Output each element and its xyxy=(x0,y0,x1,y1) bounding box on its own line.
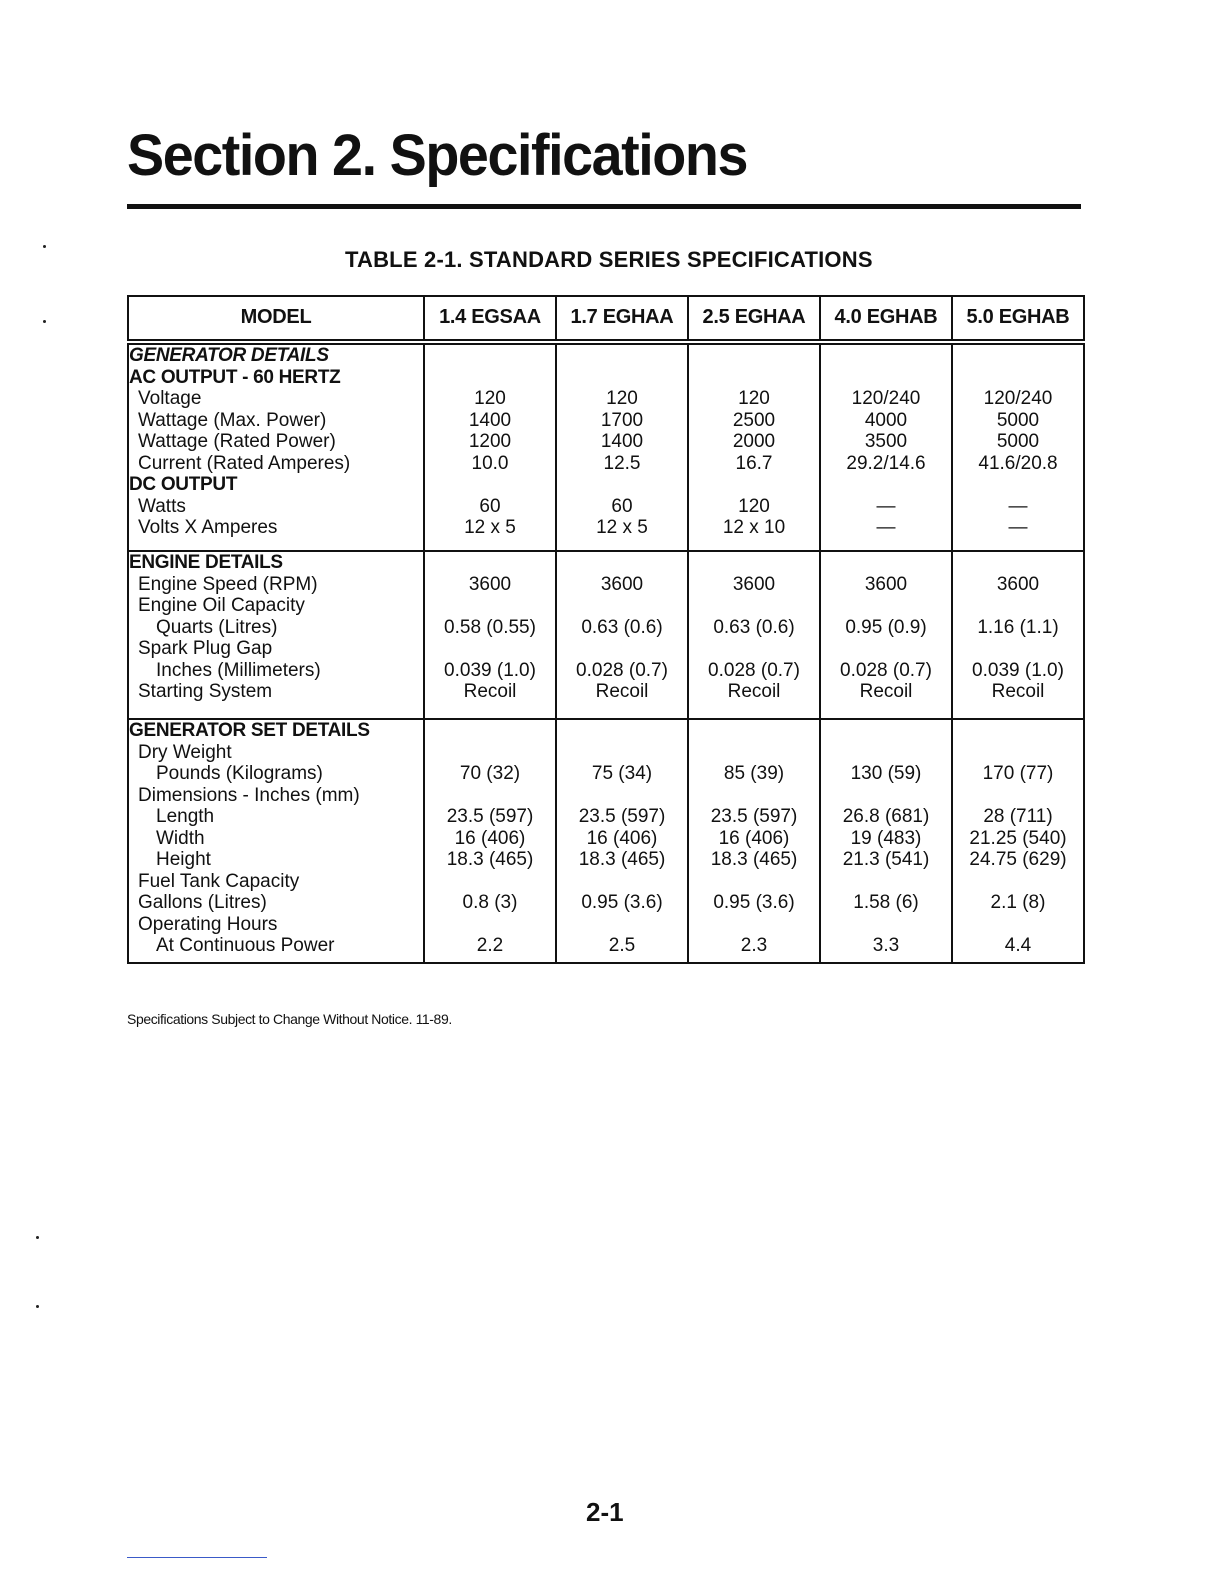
spec-value: 23.5 (597) xyxy=(446,806,534,827)
spec-value xyxy=(953,595,1083,617)
spec-value: 3500 xyxy=(864,431,908,452)
spec-value xyxy=(557,345,687,367)
header-model-5: 5.0 EGHAB xyxy=(952,296,1084,342)
spec-value: 0.95 (0.9) xyxy=(845,616,927,638)
spec-value xyxy=(425,914,555,936)
spec-label: Height xyxy=(156,849,211,870)
spec-value xyxy=(557,638,687,660)
spec-value xyxy=(557,914,687,936)
spec-value: 2000 xyxy=(732,431,776,452)
spec-value: Recoil xyxy=(727,681,781,702)
page-number: 2-1 xyxy=(586,1497,624,1527)
spec-value xyxy=(689,367,819,389)
spec-value xyxy=(689,474,819,496)
spec-table xyxy=(127,295,1085,964)
spec-value xyxy=(557,742,687,764)
spec-value xyxy=(821,367,951,389)
spec-value xyxy=(425,638,555,660)
spec-label: Length xyxy=(156,806,215,827)
spec-value: 18.3 (465) xyxy=(446,849,534,870)
header-model: MODEL xyxy=(128,296,424,342)
spec-value xyxy=(953,914,1083,936)
spec-value: 23.5 (597) xyxy=(578,806,666,827)
spec-label: Current (Rated Amperes) xyxy=(138,452,351,474)
spec-value: 1200 xyxy=(468,431,512,452)
spec-value xyxy=(425,720,555,742)
spec-value: 120/240 xyxy=(983,388,1053,409)
section-labels xyxy=(128,719,424,963)
spec-value xyxy=(953,552,1083,574)
spec-value: 2.3 xyxy=(740,935,768,956)
spec-value xyxy=(557,595,687,617)
spec-value xyxy=(689,345,819,367)
spec-value xyxy=(557,552,687,574)
spec-value: 16.7 xyxy=(735,452,773,474)
spec-value xyxy=(953,638,1083,660)
model-values-cell xyxy=(688,551,820,719)
spec-value: 23.5 (597) xyxy=(710,806,798,827)
section-heading: ENGINE DETAILS xyxy=(129,552,283,573)
model-values-cell xyxy=(424,551,556,719)
spec-value: 4.4 xyxy=(1004,935,1032,956)
spec-value: — xyxy=(1008,495,1028,517)
spec-value: 2500 xyxy=(732,409,776,431)
bottom-rule xyxy=(127,1557,267,1558)
page-title: Section 2. Specifications xyxy=(127,123,747,188)
spec-value: 130 (59) xyxy=(850,763,922,784)
spec-value xyxy=(557,871,687,893)
spec-value: 4000 xyxy=(864,409,908,431)
spec-value xyxy=(425,345,555,367)
model-values-cell xyxy=(952,719,1084,963)
spec-value: 85 (39) xyxy=(723,763,785,784)
scan-speck xyxy=(36,1305,39,1308)
spec-value xyxy=(821,742,951,764)
section-heading: GENERATOR SET DETAILS xyxy=(129,720,370,741)
spec-label: Quarts (Litres) xyxy=(156,616,278,638)
spec-value xyxy=(425,367,555,389)
section-labels xyxy=(128,551,424,719)
spec-value: 170 (77) xyxy=(982,763,1054,784)
spec-value xyxy=(689,785,819,807)
spec-value: 28 (711) xyxy=(983,806,1053,827)
spec-value xyxy=(425,742,555,764)
spec-value: 0.028 (0.7) xyxy=(576,659,668,681)
spec-value xyxy=(953,785,1083,807)
scan-speck xyxy=(36,1236,39,1239)
spec-value xyxy=(689,552,819,574)
spec-value: 26.8 (681) xyxy=(842,806,930,827)
spec-value xyxy=(425,871,555,893)
spec-value: 5000 xyxy=(996,431,1040,452)
spec-value: Recoil xyxy=(991,681,1045,702)
spec-value xyxy=(821,345,951,367)
spec-value xyxy=(821,595,951,617)
spec-value: 0.028 (0.7) xyxy=(840,659,932,681)
spec-label: Inches (Millimeters) xyxy=(156,659,321,681)
spec-value xyxy=(821,720,951,742)
spec-value xyxy=(689,871,819,893)
spec-label: Engine Oil Capacity xyxy=(138,595,305,616)
section-row xyxy=(128,551,1084,719)
spec-value: 0.95 (3.6) xyxy=(713,892,795,913)
spec-label: Spark Plug Gap xyxy=(138,638,273,659)
spec-label: Dry Weight xyxy=(138,741,232,763)
spec-value: 0.95 (3.6) xyxy=(581,892,663,913)
spec-value: 12 x 10 xyxy=(722,517,786,538)
spec-value: 120 xyxy=(606,388,638,409)
spec-label: Operating Hours xyxy=(138,913,278,935)
spec-value: 1.58 (6) xyxy=(853,892,919,913)
spec-value: 16 (406) xyxy=(454,827,526,849)
footnote: Specifications Subject to Change Without Notice. 11-89. xyxy=(127,1011,452,1027)
spec-value xyxy=(953,742,1083,764)
spec-value xyxy=(689,595,819,617)
section-row xyxy=(128,342,1084,551)
spec-value: 0.63 (0.6) xyxy=(713,616,795,638)
spec-value: 0.8 (3) xyxy=(462,892,518,913)
spec-value: Recoil xyxy=(463,681,517,702)
header-model-2: 1.7 EGHAA xyxy=(556,296,688,342)
spec-value xyxy=(557,367,687,389)
spec-value: 1.16 (1.1) xyxy=(977,616,1059,638)
spec-value: 12.5 xyxy=(603,452,641,474)
model-values-cell xyxy=(424,342,556,551)
spec-value xyxy=(689,914,819,936)
spec-label: Width xyxy=(156,827,205,849)
spec-label: At Continuous Power xyxy=(156,935,335,956)
spec-value xyxy=(821,914,951,936)
spec-value: 75 (34) xyxy=(591,763,653,784)
spec-value: 10.0 xyxy=(471,452,509,474)
spec-value: 3600 xyxy=(600,573,644,595)
spec-value xyxy=(821,638,951,660)
spec-value: 0.58 (0.55) xyxy=(444,616,536,638)
spec-value: 1400 xyxy=(600,431,644,452)
spec-value xyxy=(953,367,1083,389)
spec-value xyxy=(557,720,687,742)
section-heading: AC OUTPUT - 60 HERTZ xyxy=(129,366,341,388)
spec-value xyxy=(953,720,1083,742)
spec-value xyxy=(425,785,555,807)
spec-value: — xyxy=(1008,517,1028,538)
spec-value: 5000 xyxy=(996,409,1040,431)
spec-value: 12 x 5 xyxy=(596,517,648,538)
spec-label: Engine Speed (RPM) xyxy=(138,573,318,595)
section-row xyxy=(128,719,1084,963)
model-values-cell xyxy=(424,719,556,963)
header-model-3: 2.5 EGHAA xyxy=(688,296,820,342)
spec-value xyxy=(689,742,819,764)
spec-value xyxy=(557,474,687,496)
spec-value: 3600 xyxy=(864,573,908,595)
model-values-cell xyxy=(556,551,688,719)
spec-value xyxy=(689,720,819,742)
spec-value: 120 xyxy=(738,495,770,517)
spec-value: 120 xyxy=(738,388,770,409)
spec-value xyxy=(557,785,687,807)
spec-value: — xyxy=(876,495,896,517)
spec-label: Pounds (Kilograms) xyxy=(156,763,323,784)
spec-value xyxy=(821,474,951,496)
title-rule xyxy=(127,204,1081,209)
spec-value: 1700 xyxy=(600,409,644,431)
model-values-cell xyxy=(820,342,952,551)
spec-value: 3600 xyxy=(732,573,776,595)
spec-label: Watts xyxy=(138,495,186,517)
model-values-cell xyxy=(820,719,952,963)
scan-speck xyxy=(43,245,46,248)
spec-value: 18.3 (465) xyxy=(710,849,798,870)
section-heading: GENERATOR DETAILS xyxy=(129,345,329,366)
spec-value xyxy=(821,785,951,807)
spec-value: Recoil xyxy=(595,681,649,702)
header-model-1: 1.4 EGSAA xyxy=(424,296,556,342)
spec-value: 16 (406) xyxy=(586,827,658,849)
spec-value xyxy=(953,474,1083,496)
spec-value: 21.25 (540) xyxy=(969,827,1067,849)
spec-value xyxy=(689,638,819,660)
spec-value xyxy=(953,345,1083,367)
spec-value: 1400 xyxy=(468,409,512,431)
spec-value: 120/240 xyxy=(851,388,921,409)
spec-value: 21.3 (541) xyxy=(842,849,930,870)
spec-value: 0.039 (1.0) xyxy=(444,659,536,681)
table-body xyxy=(128,342,1084,963)
model-values-cell xyxy=(556,719,688,963)
spec-value: 3600 xyxy=(468,573,512,595)
table-caption: TABLE 2-1. STANDARD SERIES SPECIFICATIONS xyxy=(345,247,873,272)
spec-value: 24.75 (629) xyxy=(969,849,1067,870)
spec-label: Dimensions - Inches (mm) xyxy=(138,784,360,806)
spec-value: 60 xyxy=(479,495,501,517)
spec-value: 19 (483) xyxy=(850,827,922,849)
spec-value: 0.028 (0.7) xyxy=(708,659,800,681)
spec-value xyxy=(821,871,951,893)
spec-value: — xyxy=(876,517,896,538)
spec-value: 2.1 (8) xyxy=(990,892,1046,913)
header-row xyxy=(128,296,1084,342)
spec-value: 3600 xyxy=(996,573,1040,595)
spec-label: Starting System xyxy=(138,681,273,702)
spec-label: Volts X Amperes xyxy=(138,517,278,538)
spec-value: 12 x 5 xyxy=(464,517,516,538)
spec-value xyxy=(425,595,555,617)
spec-value: 29.2/14.6 xyxy=(846,452,926,474)
model-values-cell xyxy=(688,719,820,963)
spec-label: Wattage (Max. Power) xyxy=(138,409,327,431)
spec-label: Wattage (Rated Power) xyxy=(138,431,336,452)
spec-value: 120 xyxy=(474,388,506,409)
spec-value xyxy=(953,871,1083,893)
spec-value: 0.63 (0.6) xyxy=(581,616,663,638)
spec-value: 16 (406) xyxy=(718,827,790,849)
spec-value: 18.3 (465) xyxy=(578,849,666,870)
spec-value xyxy=(821,552,951,574)
spec-value: 2.5 xyxy=(608,935,636,956)
spec-value: 2.2 xyxy=(476,935,504,956)
spec-label: Gallons (Litres) xyxy=(138,892,267,913)
spec-value: 41.6/20.8 xyxy=(978,452,1058,474)
spec-value: 0.039 (1.0) xyxy=(972,659,1064,681)
section-heading: DC OUTPUT xyxy=(129,474,238,495)
model-values-cell xyxy=(688,342,820,551)
model-values-cell xyxy=(556,342,688,551)
spec-value: Recoil xyxy=(859,681,913,702)
spec-label: Voltage xyxy=(138,388,202,409)
spec-value: 70 (32) xyxy=(459,763,521,784)
spec-value xyxy=(425,474,555,496)
scan-speck xyxy=(43,320,46,323)
spec-value xyxy=(425,552,555,574)
model-values-cell xyxy=(952,551,1084,719)
spec-value: 60 xyxy=(611,495,633,517)
section-labels xyxy=(128,342,424,551)
spec-value: 3.3 xyxy=(872,935,900,956)
header-model-4: 4.0 EGHAB xyxy=(820,296,952,342)
spec-label: Fuel Tank Capacity xyxy=(138,870,300,892)
model-values-cell xyxy=(952,342,1084,551)
model-values-cell xyxy=(820,551,952,719)
